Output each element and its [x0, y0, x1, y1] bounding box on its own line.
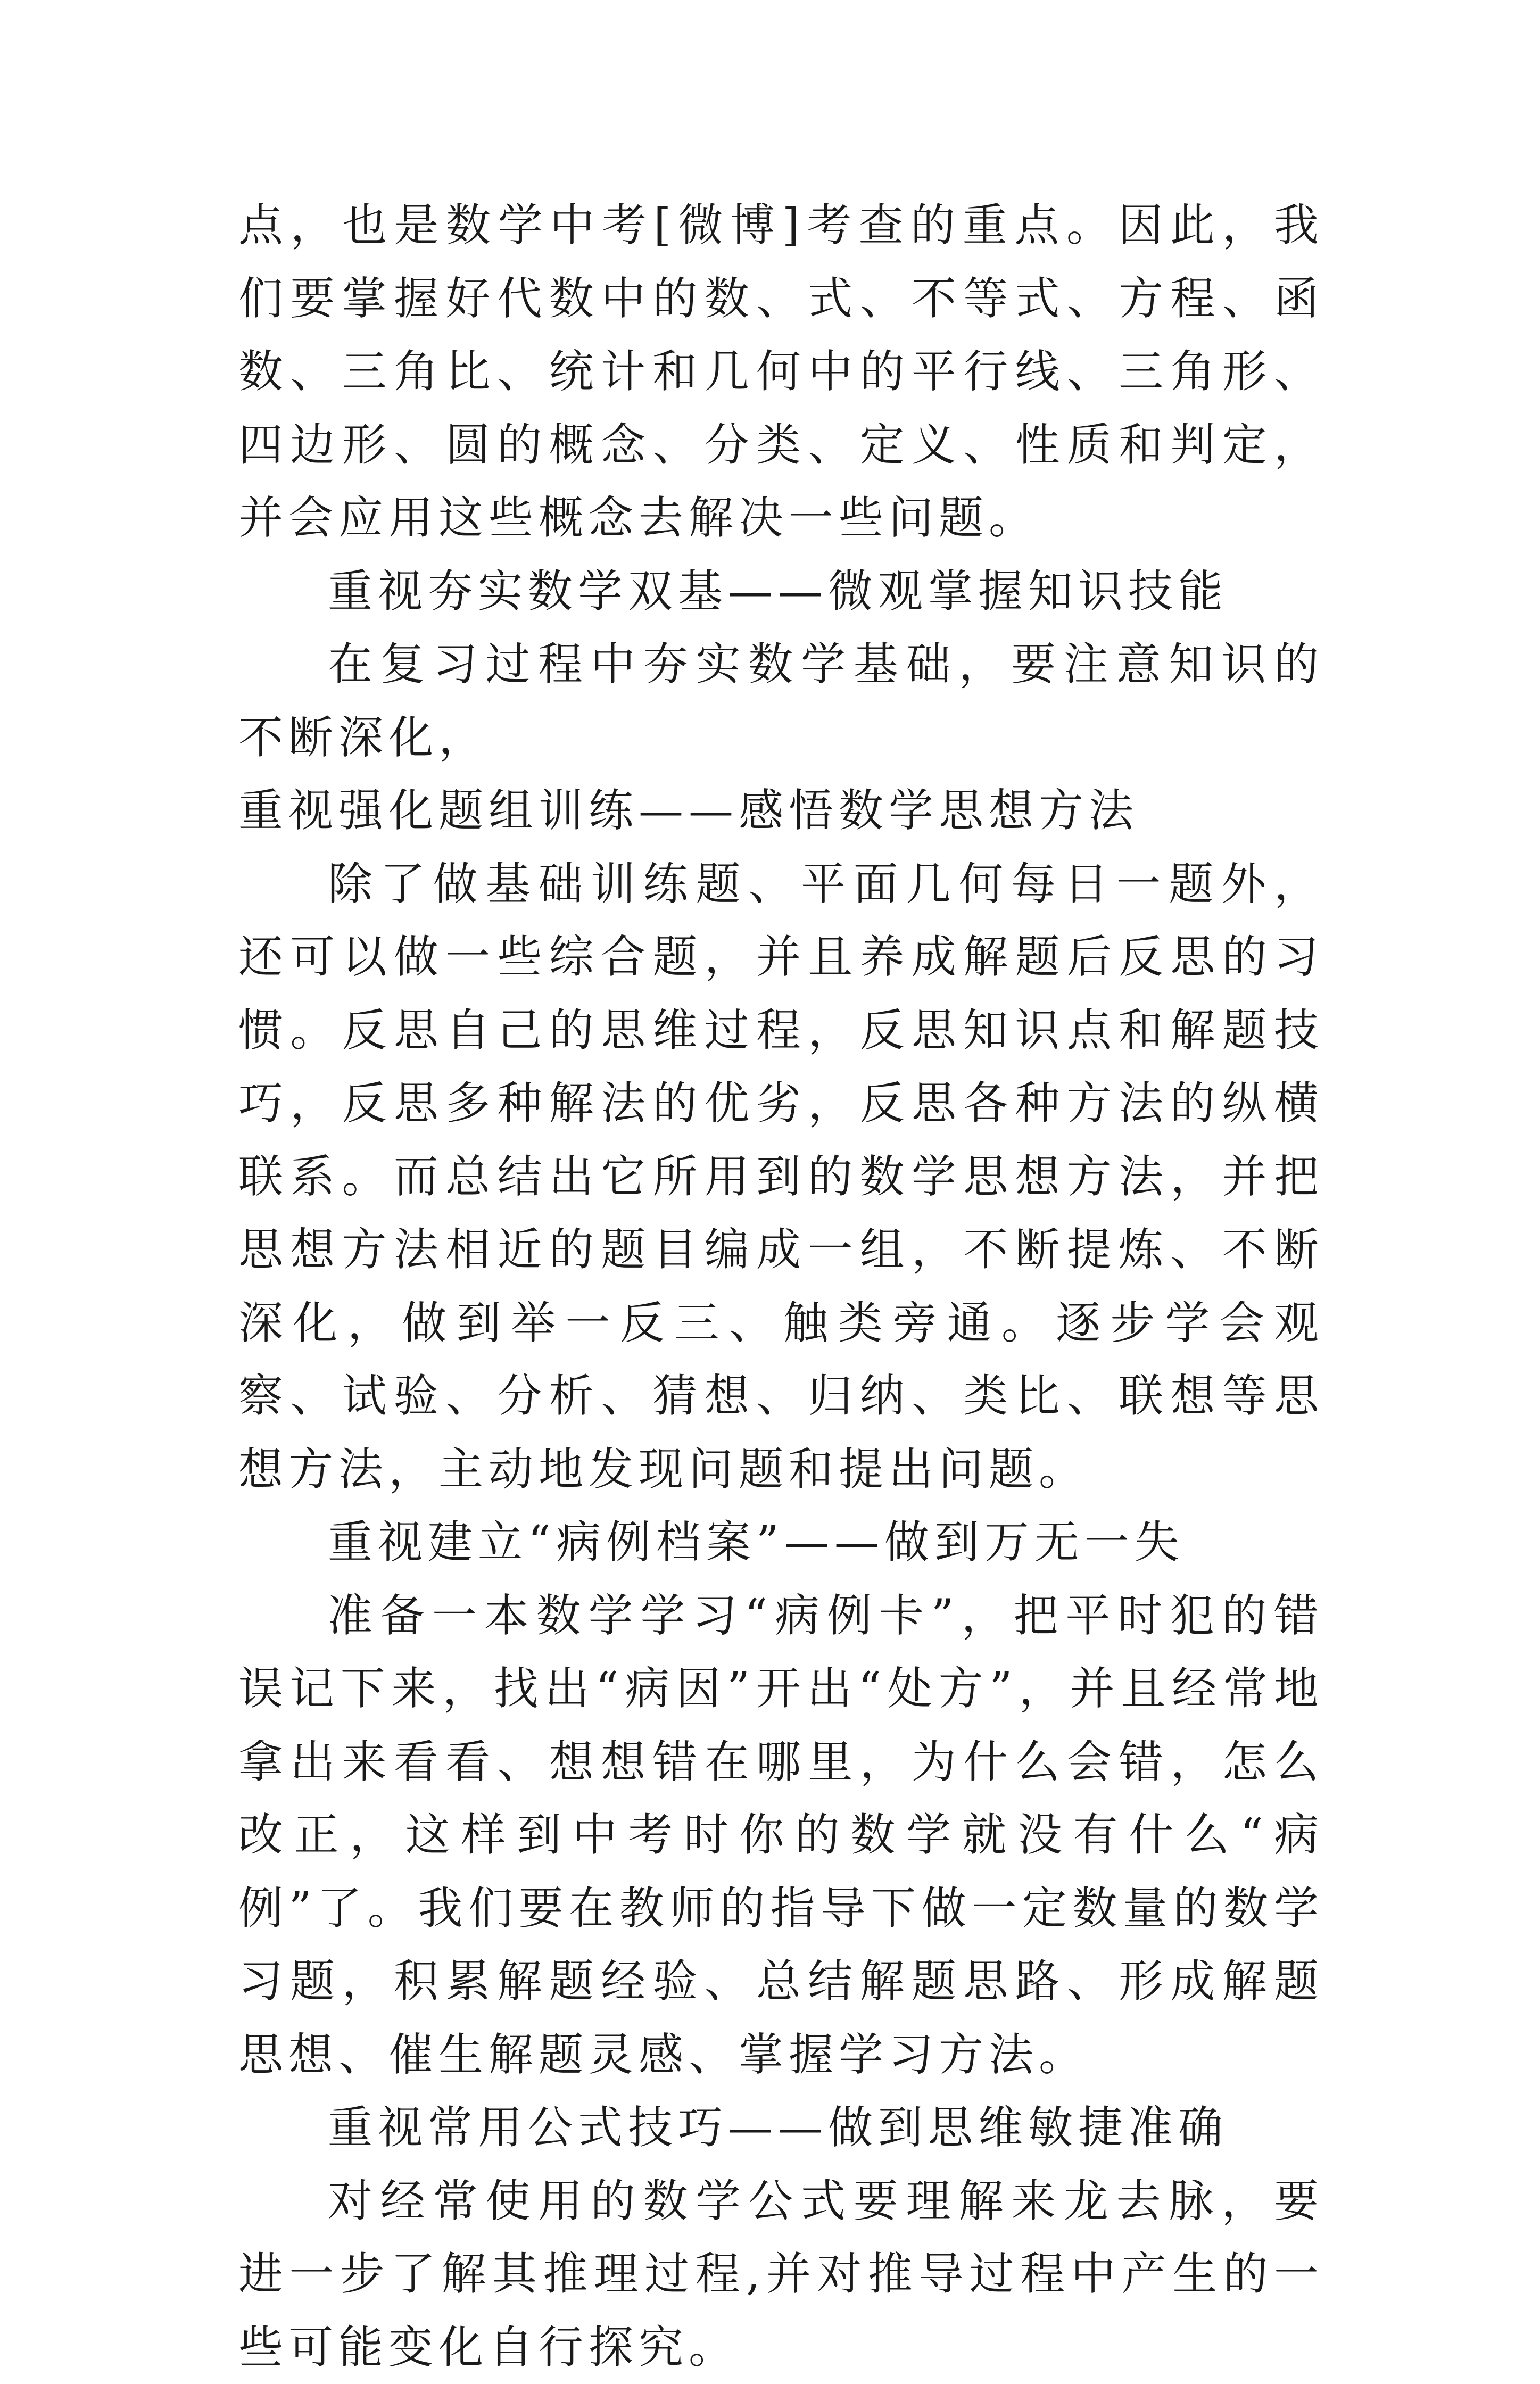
- paragraph-basics: 在复习过程中夯实数学基础，要注意知识的不断深化，: [238, 628, 1324, 774]
- section-heading-basics: 重视夯实数学双基——微观掌握知识技能: [238, 555, 1324, 628]
- section-heading-formulas: 重视常用公式技巧——做到思维敏捷准确: [238, 2091, 1324, 2165]
- section-heading-problem-groups: 重视强化题组训练——感悟数学思想方法: [238, 774, 1324, 848]
- paragraph-formulas: 对经常使用的数学公式要理解来龙去脉，要进一步了解其推理过程,并对推导过程中产生的一些可能变化自行探究。: [238, 2165, 1324, 2384]
- document-body: [238, 189, 1324, 2384]
- section-heading-error-records: 重视建立“病例档案”——做到万无一失: [238, 1506, 1324, 1579]
- paragraph-continued-intro: 点，也是数学中考[微博]考查的重点。因此，我们要掌握好代数中的数、式、不等式、方程、函数、三角比、统计和几何中的平行线、三角形、四边形、圆的概念、分类、定义、性质和判定，并会应用这些概念去解决一些问题。: [238, 189, 1324, 555]
- paragraph-error-records: 准备一本数学学习“病例卡”，把平时犯的错误记下来，找出“病因”开出“处方”，并且经常地拿出来看看、想想错在哪里，为什么会错，怎么改正，这样到中考时你的数学就没有什么“病例”了。我们要在教师的指导下做一定数量的数学习题，积累解题经验、总结解题思路、形成解题思想、催生解题灵感、掌握学习方法。: [238, 1579, 1324, 2092]
- paragraph-problem-groups: 除了做基础训练题、平面几何每日一题外，还可以做一些综合题，并且养成解题后反思的习惯。反思自己的思维过程，反思知识点和解题技巧，反思多种解法的优劣，反思各种方法的纵横联系。而总结出它所用到的数学思想方法，并把思想方法相近的题目编成一组，不断提炼、不断深化，做到举一反三、触类旁通。逐步学会观察、试验、分析、猜想、归纳、类比、联想等思想方法，主动地发现问题和提出问题。: [238, 848, 1324, 1506]
